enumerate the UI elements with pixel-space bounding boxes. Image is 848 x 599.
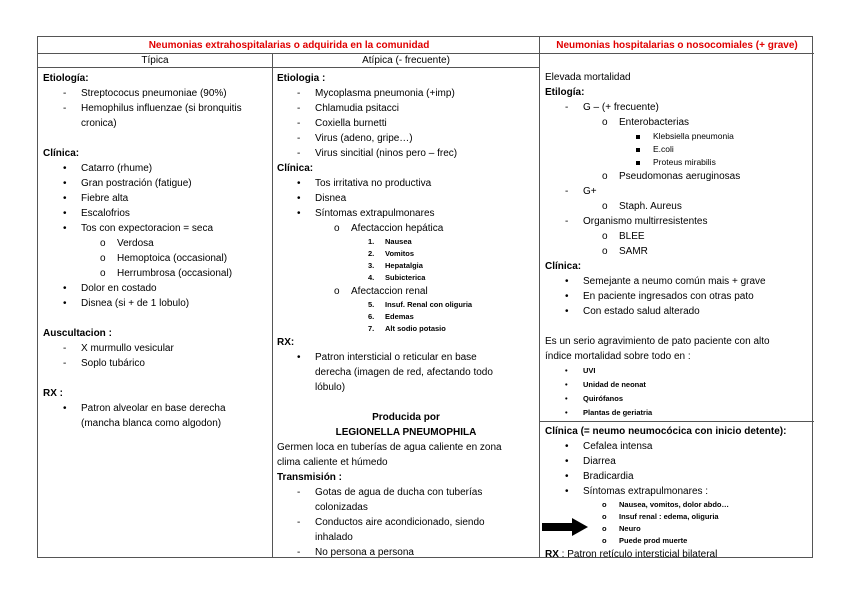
clinica-text: Clínica (= neumo neumocócica con inicio detente): bbox=[545, 426, 787, 437]
item-text: derecha (imagen de red, afectando todo bbox=[315, 367, 493, 378]
dash-icon: - bbox=[63, 103, 67, 114]
item-text: SAMR bbox=[619, 246, 648, 257]
list-item bbox=[272, 236, 540, 248]
list-item bbox=[272, 101, 540, 116]
item-text: X murmullo vesicular bbox=[81, 343, 174, 354]
item-text: Pseudomonas aeruginosas bbox=[619, 171, 741, 182]
list-item bbox=[272, 272, 540, 284]
list-item bbox=[38, 251, 272, 266]
tipica-column bbox=[38, 71, 272, 431]
bullet-icon: • bbox=[297, 352, 301, 363]
list-item bbox=[540, 199, 814, 214]
atipica-column bbox=[272, 71, 540, 560]
item-text: Bradicardia bbox=[583, 471, 634, 482]
etiologia-heading: Etiología: bbox=[43, 73, 89, 84]
list-item bbox=[38, 116, 272, 131]
list-item bbox=[38, 401, 272, 416]
list-item bbox=[38, 206, 272, 221]
list-item bbox=[540, 130, 814, 143]
item-text: Afectaccion renal bbox=[351, 286, 428, 297]
list-item bbox=[540, 392, 814, 406]
clinica-heading: Clínica: bbox=[545, 261, 582, 272]
item-text: Organismo multirresistentes bbox=[583, 216, 708, 227]
item-text: Disnea bbox=[315, 193, 347, 204]
item-text: Mycoplasma pneumonia (+imp) bbox=[315, 88, 455, 99]
list-item bbox=[38, 101, 272, 116]
item-text: Neuro bbox=[619, 524, 641, 533]
comparison-table bbox=[37, 36, 813, 558]
list-item bbox=[540, 499, 814, 511]
circle-bullet-icon: o bbox=[100, 253, 106, 264]
list-item bbox=[272, 260, 540, 272]
item-number: 7. bbox=[368, 324, 375, 333]
list-item bbox=[272, 191, 540, 206]
list-item bbox=[540, 100, 814, 115]
bullet-icon: • bbox=[63, 283, 67, 294]
circle-bullet-icon: o bbox=[602, 231, 608, 242]
item-text: Klebsiella pneumonia bbox=[653, 131, 734, 141]
item-text: Diarrea bbox=[583, 456, 616, 467]
list-item bbox=[540, 378, 814, 392]
item-text: Chlamudia psitacci bbox=[315, 103, 399, 114]
item-text: Verdosa bbox=[117, 238, 154, 249]
dash-icon: - bbox=[297, 118, 301, 129]
bullet-icon: • bbox=[297, 193, 301, 204]
dash-icon: - bbox=[297, 487, 301, 498]
item-text: Coxiella burnetti bbox=[315, 118, 387, 129]
item-number: 3. bbox=[368, 261, 375, 270]
list-item bbox=[38, 266, 272, 281]
germen-text: clima caliente et húmedo bbox=[277, 457, 388, 468]
elevada-text: Elevada mortalidad bbox=[545, 72, 631, 83]
item-number: 1. bbox=[368, 237, 375, 246]
bullet-icon: • bbox=[63, 178, 67, 189]
item-text: Virus sincitial (ninos pero – frec) bbox=[315, 148, 458, 159]
bullet-icon: • bbox=[297, 208, 301, 219]
dash-icon: - bbox=[297, 517, 301, 528]
hospital-header: Neumonias hospitalarias o nosocomiales (+ grave) bbox=[540, 37, 814, 54]
rx-text: : Patron retículo intersticial bilateral bbox=[558, 549, 718, 560]
circle-bullet-icon: o bbox=[602, 512, 607, 521]
circle-bullet-icon: o bbox=[602, 201, 608, 212]
item-text: G – (+ frecuente) bbox=[583, 102, 659, 113]
item-text: Dolor en costado bbox=[81, 283, 157, 294]
list-item bbox=[272, 116, 540, 131]
item-text: Quirófanos bbox=[583, 394, 624, 403]
list-item bbox=[540, 244, 814, 259]
item-number: 2. bbox=[368, 249, 375, 258]
list-item bbox=[272, 146, 540, 161]
list-item bbox=[272, 500, 540, 515]
circle-bullet-icon: o bbox=[602, 171, 608, 182]
circle-bullet-icon: o bbox=[602, 500, 607, 509]
list-item bbox=[272, 545, 540, 560]
list-item bbox=[272, 311, 540, 323]
item-text: Síntomas extrapulmonares : bbox=[583, 486, 709, 497]
item-text: G+ bbox=[583, 186, 597, 197]
item-text: colonizadas bbox=[315, 502, 368, 513]
list-item bbox=[272, 515, 540, 530]
list-item bbox=[38, 191, 272, 206]
clinica-heading: Clínica: bbox=[277, 163, 314, 174]
item-text: Insuf. Renal con oliguria bbox=[385, 300, 473, 309]
bullet-icon: • bbox=[565, 291, 569, 302]
dash-icon: - bbox=[565, 186, 569, 197]
bullet-icon: • bbox=[63, 193, 67, 204]
item-text: Insuf renal : edema, oliguria bbox=[619, 512, 719, 521]
circle-bullet-icon: o bbox=[602, 524, 607, 533]
dash-icon: - bbox=[565, 102, 569, 113]
circle-bullet-icon: o bbox=[334, 223, 340, 234]
hospital-column bbox=[540, 70, 814, 420]
item-text: Unidad de neonat bbox=[583, 380, 646, 389]
bullet-icon: • bbox=[297, 178, 301, 189]
rx-heading: RX: bbox=[277, 337, 295, 348]
clinica-heading bbox=[540, 424, 814, 439]
dash-icon: - bbox=[297, 103, 301, 114]
list-item bbox=[272, 86, 540, 101]
list-item bbox=[540, 184, 814, 199]
item-text: Síntomas extrapulmonares bbox=[315, 208, 435, 219]
list-item bbox=[540, 469, 814, 484]
item-text: Patron intersticial o reticular en base bbox=[315, 352, 477, 363]
list-item bbox=[272, 530, 540, 545]
dash-icon: - bbox=[63, 88, 67, 99]
dash-icon: - bbox=[63, 343, 67, 354]
item-text: Plantas de geriatria bbox=[583, 408, 653, 417]
list-item bbox=[272, 380, 540, 395]
bullet-icon: • bbox=[565, 471, 569, 482]
item-text: UVI bbox=[583, 366, 596, 375]
bullet-icon: • bbox=[565, 486, 569, 497]
item-text: Hemoptoica (occasional) bbox=[117, 253, 228, 264]
list-item bbox=[272, 221, 540, 236]
circle-bullet-icon: o bbox=[602, 536, 607, 545]
list-item bbox=[540, 229, 814, 244]
circle-bullet-icon: o bbox=[100, 238, 106, 249]
item-text: Tos con expectoracion = seca bbox=[81, 223, 214, 234]
list-item bbox=[272, 176, 540, 191]
rx-label: RX bbox=[545, 549, 559, 560]
list-item bbox=[38, 161, 272, 176]
list-item bbox=[38, 221, 272, 236]
rx-line bbox=[540, 547, 814, 562]
circle-bullet-icon: o bbox=[602, 246, 608, 257]
clinica-heading: Clínica: bbox=[43, 148, 80, 159]
dash-icon: - bbox=[297, 88, 301, 99]
list-item bbox=[272, 131, 540, 146]
item-text: cronica) bbox=[81, 118, 117, 129]
item-text: Afectaccion hepática bbox=[351, 223, 444, 234]
germen-text: Germen loca en tuberías de agua caliente en zona bbox=[277, 442, 502, 453]
transmision-heading: Transmisión : bbox=[277, 472, 343, 483]
list-item bbox=[540, 364, 814, 378]
item-text: BLEE bbox=[619, 231, 645, 242]
item-text: Puede prod muerte bbox=[619, 536, 688, 545]
list-item bbox=[38, 416, 272, 431]
item-text: Nausea, vomitos, dolor abdo… bbox=[619, 500, 730, 509]
bullet-icon: • bbox=[63, 208, 67, 219]
list-item bbox=[540, 406, 814, 420]
legionella-label: LEGIONELLA PNEUMOPHILA bbox=[335, 427, 477, 438]
list-item bbox=[540, 535, 814, 547]
item-number: 4. bbox=[368, 273, 375, 282]
list-item bbox=[540, 115, 814, 130]
bullet-icon: • bbox=[565, 380, 568, 389]
list-item bbox=[272, 485, 540, 500]
bullet-icon: • bbox=[565, 441, 569, 452]
bullet-icon: • bbox=[63, 403, 67, 414]
serio-text: índice mortalidad sobre todo en : bbox=[545, 351, 691, 362]
list-item bbox=[38, 356, 272, 371]
item-text: En paciente ingresados con otras pato bbox=[583, 291, 754, 302]
bullet-icon: • bbox=[63, 163, 67, 174]
item-text: Soplo tubárico bbox=[81, 358, 145, 369]
list-item bbox=[272, 365, 540, 380]
list-item bbox=[272, 248, 540, 260]
list-item bbox=[272, 323, 540, 335]
list-item bbox=[38, 281, 272, 296]
list-item bbox=[38, 296, 272, 311]
list-item bbox=[540, 274, 814, 289]
item-text: Hemophilus influenzae (si bronquitis bbox=[81, 103, 242, 114]
dash-icon: - bbox=[297, 148, 301, 159]
list-item bbox=[272, 350, 540, 365]
item-text: Con estado salud alterado bbox=[583, 306, 700, 317]
item-text: Virus (adeno, gripe…) bbox=[315, 133, 413, 144]
list-item bbox=[272, 299, 540, 311]
list-item bbox=[540, 304, 814, 319]
list-item bbox=[272, 206, 540, 221]
list-item bbox=[540, 439, 814, 454]
item-text: Patron alveolar en base derecha bbox=[81, 403, 226, 414]
item-text: Alt sodio potasio bbox=[385, 324, 446, 333]
dash-icon: - bbox=[565, 216, 569, 227]
item-text: Subicterica bbox=[385, 273, 426, 282]
item-text: lóbulo) bbox=[315, 382, 346, 393]
item-text: Gotas de agua de ducha con tuberías bbox=[315, 487, 483, 498]
item-text: Tos irritativa no productiva bbox=[315, 178, 432, 189]
item-text: Proteus mirabilis bbox=[653, 157, 716, 167]
item-text: Hepatalgia bbox=[385, 261, 423, 270]
circle-bullet-icon: o bbox=[100, 268, 106, 279]
item-number: 6. bbox=[368, 312, 375, 321]
item-text: Nausea bbox=[385, 237, 412, 246]
dash-icon: - bbox=[63, 358, 67, 369]
dash-icon: - bbox=[297, 133, 301, 144]
tipica-header: Típica bbox=[38, 54, 272, 68]
item-text: Cefalea intensa bbox=[583, 441, 653, 452]
item-text: inhalado bbox=[315, 532, 353, 543]
producida-label: Producida por bbox=[372, 412, 440, 423]
circle-bullet-icon: o bbox=[602, 117, 608, 128]
list-item bbox=[38, 236, 272, 251]
item-text: E.coli bbox=[653, 144, 674, 154]
square-bullet-icon bbox=[636, 148, 640, 152]
item-number: 5. bbox=[368, 300, 375, 309]
community-header: Neumonias extrahospitalarias o adquirida en la comunidad bbox=[38, 37, 540, 54]
square-bullet-icon bbox=[636, 135, 640, 139]
item-text: Streptococus pneumoniae (90%) bbox=[81, 88, 227, 99]
circle-bullet-icon: o bbox=[334, 286, 340, 297]
item-text: (mancha blanca como algodon) bbox=[81, 418, 222, 429]
item-text: Herrumbrosa (occasional) bbox=[117, 268, 233, 279]
item-text: Fiebre alta bbox=[81, 193, 129, 204]
list-item bbox=[38, 341, 272, 356]
item-text: Catarro (rhume) bbox=[81, 163, 153, 174]
list-item bbox=[540, 143, 814, 156]
item-text: Disnea (si + de 1 lobulo) bbox=[81, 298, 190, 309]
list-item bbox=[272, 284, 540, 299]
item-text: Enterobacterias bbox=[619, 117, 690, 128]
atipica-header: Atípica (- frecuente) bbox=[272, 54, 540, 68]
item-text: Escalofrios bbox=[81, 208, 130, 219]
auscultacion-heading: Auscultacion : bbox=[43, 328, 112, 339]
list-item bbox=[540, 484, 814, 499]
arrow-right-icon bbox=[542, 518, 588, 536]
bullet-icon: • bbox=[565, 408, 568, 417]
bullet-icon: • bbox=[565, 276, 569, 287]
bullet-icon: • bbox=[63, 223, 67, 234]
list-item bbox=[540, 289, 814, 304]
list-item bbox=[38, 86, 272, 101]
dash-icon: - bbox=[297, 547, 301, 558]
item-text: Gran postración (fatigue) bbox=[81, 178, 192, 189]
square-bullet-icon bbox=[636, 161, 640, 165]
bullet-icon: • bbox=[565, 306, 569, 317]
item-text: Semejante a neumo común mais + grave bbox=[583, 276, 766, 287]
bullet-icon: • bbox=[565, 366, 568, 375]
legionella-column bbox=[540, 424, 814, 562]
etiologia-heading: Etilogía: bbox=[545, 87, 585, 98]
item-text: Vomitos bbox=[385, 249, 415, 258]
list-item bbox=[540, 214, 814, 229]
rx-heading: RX : bbox=[43, 388, 63, 399]
item-text: Edemas bbox=[385, 312, 414, 321]
bullet-icon: • bbox=[63, 298, 67, 309]
etiologia-heading: Etiologia : bbox=[277, 73, 326, 84]
list-item bbox=[540, 169, 814, 184]
bullet-icon: • bbox=[565, 394, 568, 403]
list-item bbox=[540, 156, 814, 169]
item-text: No persona a persona bbox=[315, 547, 414, 558]
bullet-icon: • bbox=[565, 456, 569, 467]
serio-text: Es un serio agravimiento de pato paciente con alto bbox=[545, 336, 770, 347]
list-item bbox=[38, 176, 272, 191]
list-item bbox=[540, 454, 814, 469]
item-text: Staph. Aureus bbox=[619, 201, 682, 212]
item-text: Conductos aire acondicionado, siendo bbox=[315, 517, 485, 528]
